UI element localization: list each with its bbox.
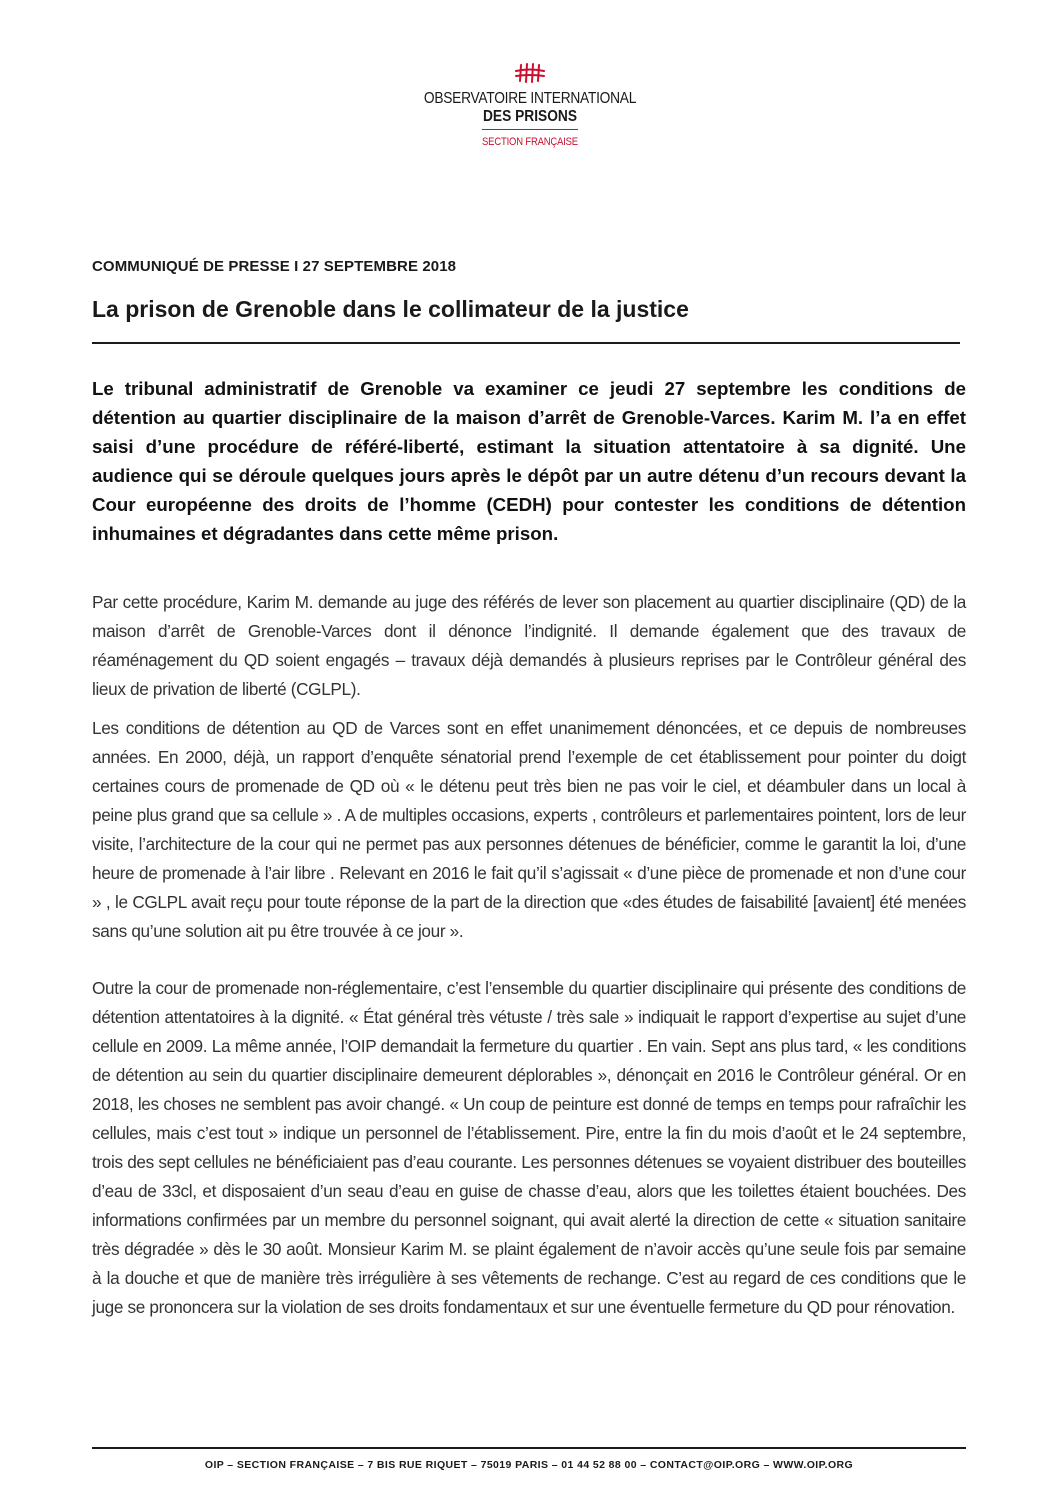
body-paragraph: Les conditions de détention au QD de Varces sont en effet unanimement dénoncées, et ce depuis de nombreuses années. En 2000, déjà, un rapport d’enquête sénatorial prend l’exemple de cet établissement pour pointer du doigt certaines cours de promenade de QD où « le détenu peut très bien ne pas voir le ciel, et déambuler dans un local à peine plus grand que sa cellule » . A de multiples occasions, experts , contrôleurs et parlementaires pointent, lors de leur visite, l’architecture de la cour qui ne permet pas aux personnes détenues de bénéficier, comme le garantit la loi, d’une heure de promenade à l’air libre . Relevant en 2016 le fait qu’il s’agissait « d’une pièce de promenade et non d’une cour » , le CGLPL avait reçu pour toute réponse de la part de la direction que «des études de faisabilité [avaient] été menées sans qu’une solution ait pu être trouvée à ce jour ».: [92, 718, 966, 941]
body-paragraph: Par cette procédure, Karim M. demande au juge des référés de lever son placement au quartier disciplinaire (QD) de la maison d’arrêt de Grenoble-Varces dont il dénonce l’indignité. Il demande également que des travaux de réaménagement du QD soient engagés – travaux déjà demandés à plusieurs reprises par le Contrôleur général des lieux de privation de liberté (CGLPL).: [92, 592, 966, 699]
logo-line-prisons: DES PRISONS: [482, 108, 578, 125]
page-title: La prison de Grenoble dans le collimateur de la justice: [92, 296, 689, 322]
body-paragraph: Outre la cour de promenade non-réglementaire, c’est l’ensemble du quartier disciplinaire qui présente des conditions de détention attentatoires à la dignité. « État général très vétuste / très sale » indiquait le rapport d’expertise au sujet d’une cellule en 2009. La même année, l’OIP demandait la fermeture du quartier . En vain. Sept ans plus tard, « les conditions de détention au sein du quartier disciplinaire demeurent déplorables », dénonçait en 2016 le Contrôleur général. Or en 2018, les choses ne semblent pas avoir changé. « Un coup de peinture est donné de temps en temps pour rafraîchir les cellules, mais c’est tout » indique un personnel de l’établissement. Pire, entre la fin du mois d’août et le 24 septembre, trois des sept cellules ne bénéficiaient pas d’eau courante. Les personnes détenues se voyaient distribuer des bouteilles d’eau de 33cl, et disposaient d’un seau d’eau en guise de chasse d’eau, alors que les toilettes étaient bouchées. Des informations confirmées par un membre du personnel soignant, qui avait alerté la direction de cette « situation sanitaire très dégradée » dès le 30 août. Monsieur Karim M. se plaint également de n’avoir accès qu’une seule fois par semaine à la douche et que de manière très irrégulière à ses vêtements de rechange. C’est au regard de ces conditions que le juge se prononcera sur la violation de ses droits fondamentaux et sur une éventuelle fermeture du QD pour rénovation.: [92, 978, 966, 1317]
footer-contact: OIP – SECTION FRANÇAISE – 7 BIS RUE RIQUET – 75019 PARIS – 01 44 52 88 00 – CONTACT@OIP.ORG – WWW.OIP.ORG: [204, 1459, 854, 1471]
title-divider: [92, 342, 960, 344]
footer-divider: [92, 1447, 966, 1449]
logo-divider: [482, 129, 578, 130]
oip-logo: [380, 62, 680, 149]
press-release-kicker: COMMUNIQUÉ DE PRESSE I 27 SEPTEMBRE 2018: [92, 258, 457, 275]
logo-line-section: SECTION FRANÇAISE: [482, 136, 578, 148]
logo-line-organization: OBSERVATOIRE INTERNATIONAL: [423, 90, 637, 107]
lead-paragraph: Le tribunal administratif de Grenoble va examiner ce jeudi 27 septembre les conditions de détention au quartier disciplinaire de la maison d’arrêt de Grenoble-Varces. Karim M. l’a en effet saisi d’une procédure de référé-liberté, estimant la situation attentatoire à sa dignité. Une audience qui se déroule quelques jours après le dépôt par un autre détenu d’un recours devant la Cour européenne des droits de l’homme (CEDH) pour contester les conditions de détention inhumaines et dégradantes dans cette même prison.: [92, 378, 966, 544]
prison-bars-icon: [515, 62, 545, 84]
